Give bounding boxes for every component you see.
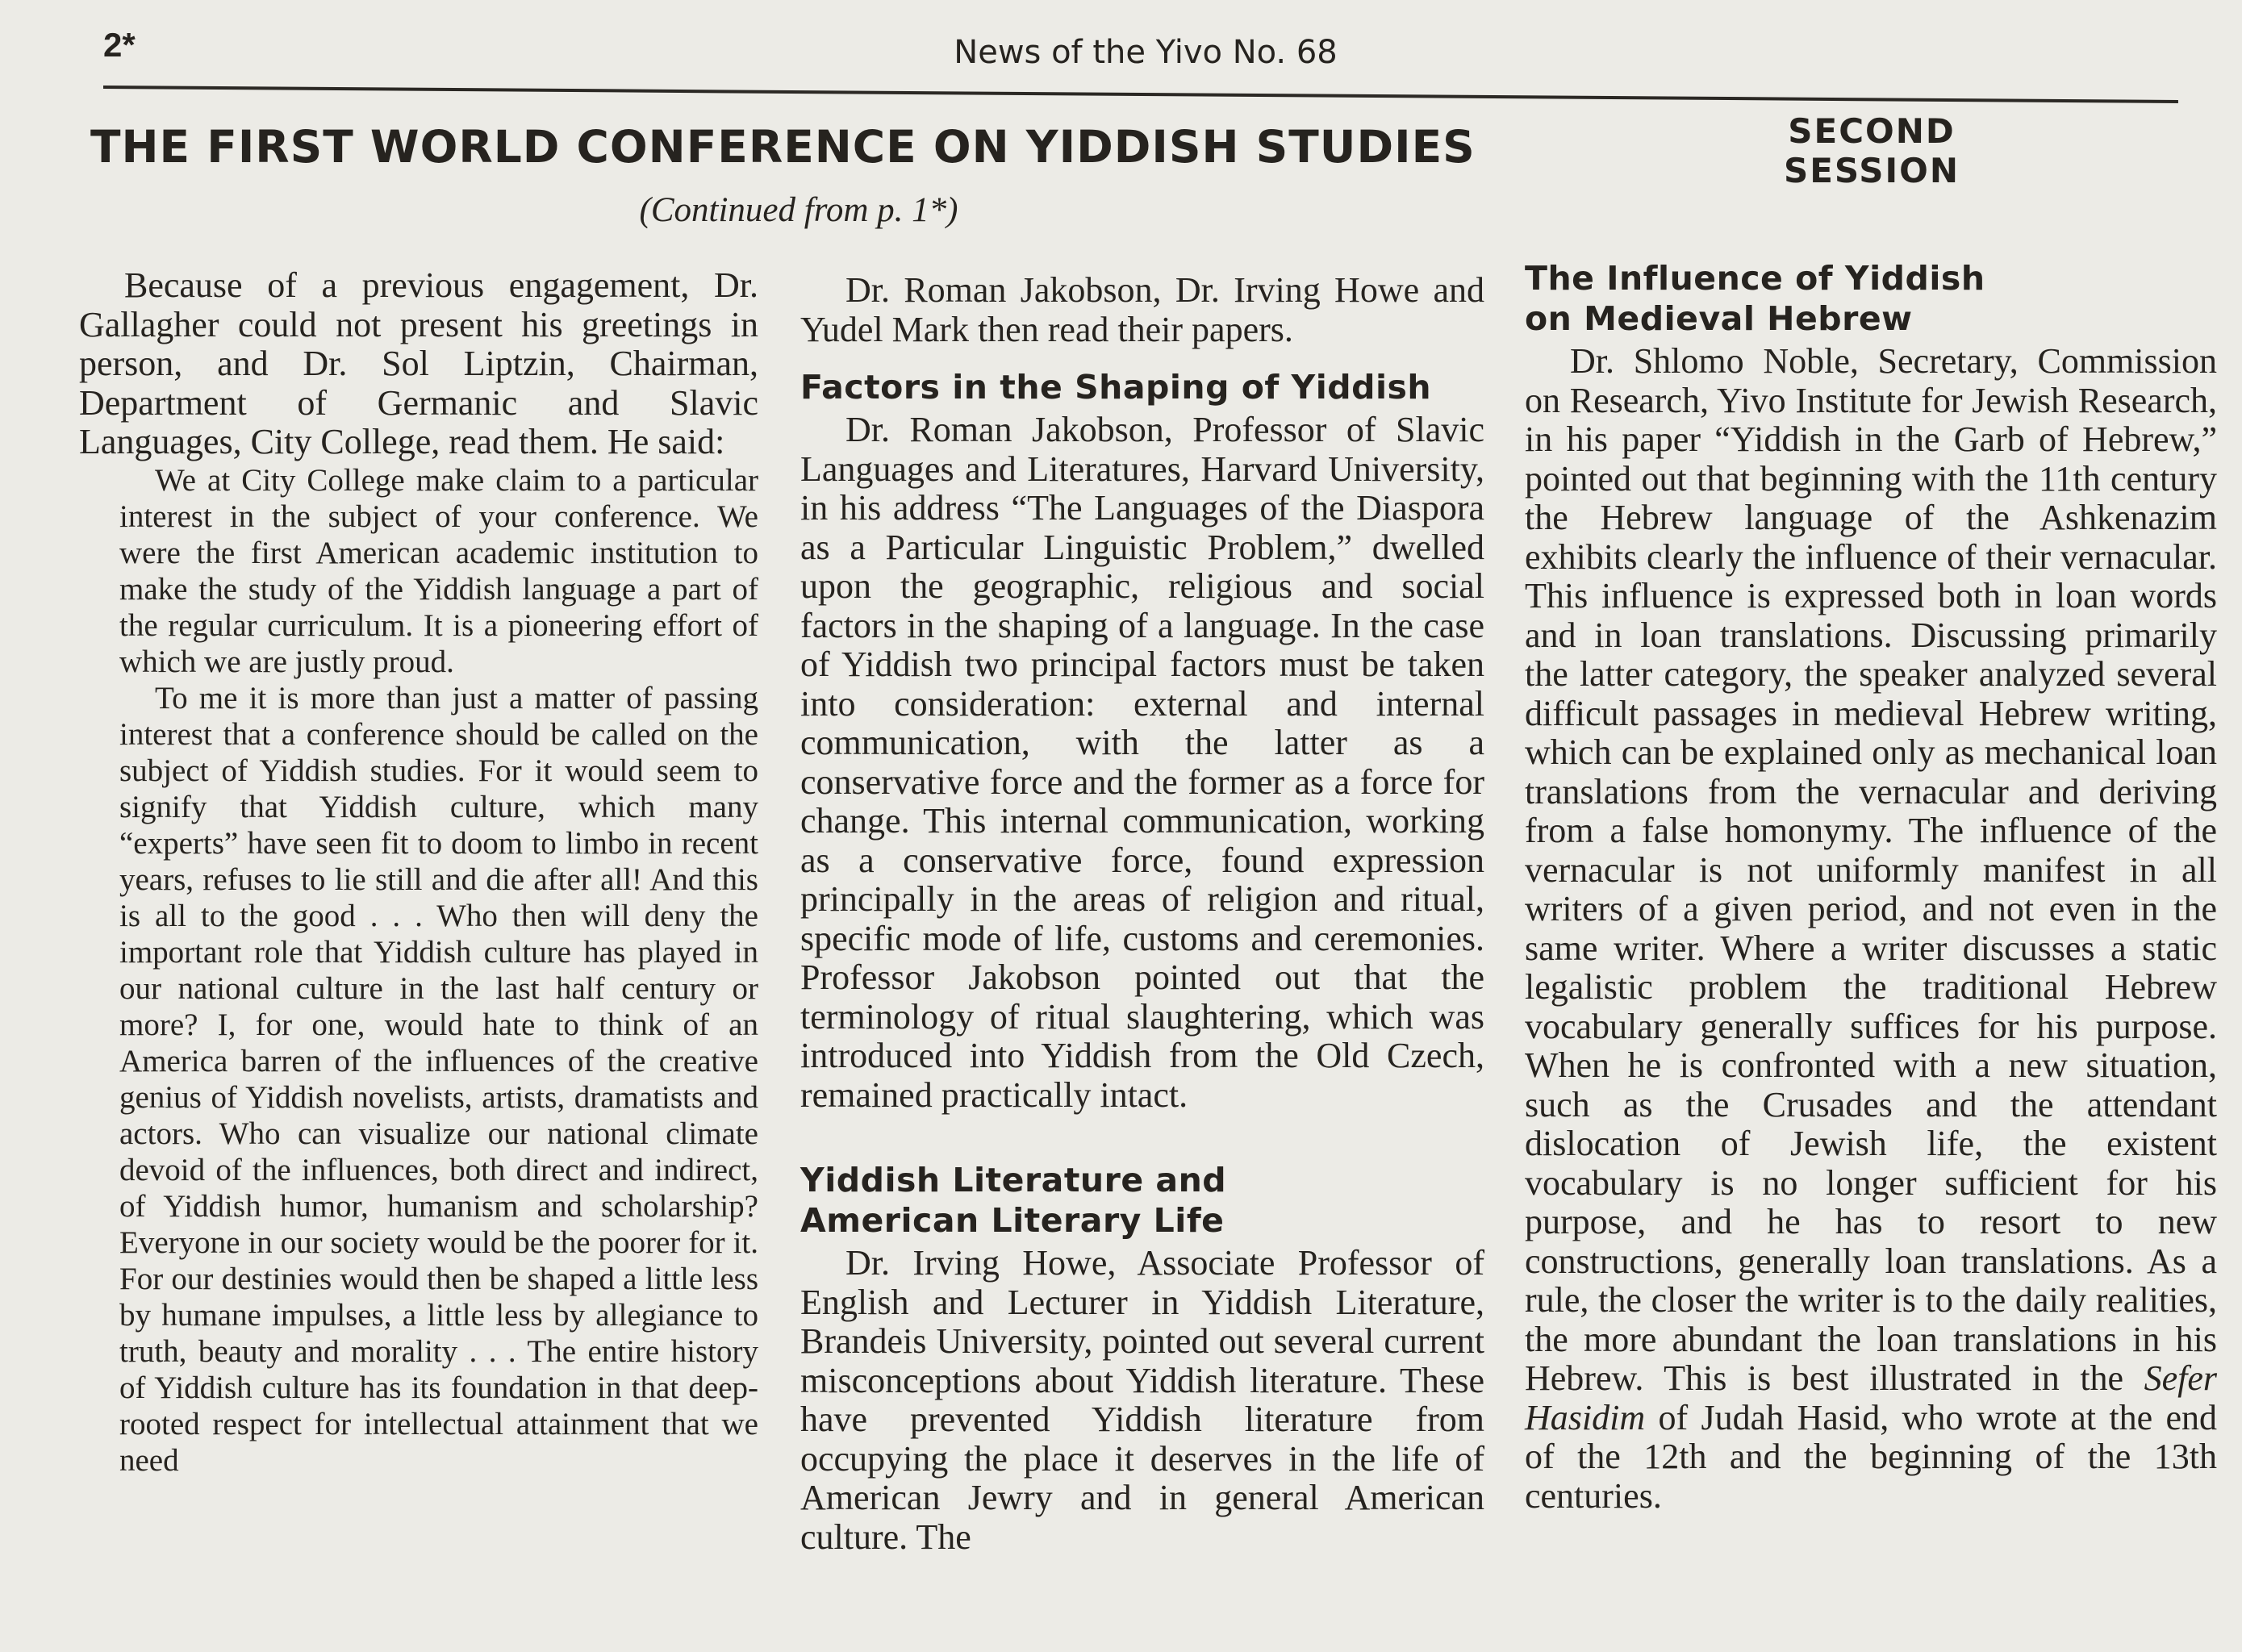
greeting-quote xyxy=(119,462,758,1479)
section-heading-literature xyxy=(800,1160,1484,1241)
body-text-start: Dr. Shlomo Noble, Secretary, Commission on Research, Yivo Institute for Jewish Research, in his paper “Yiddish in the Garb of Hebrew,” pointed out that beginning with the 11th century the Hebrew language of the Ashkenazim exhibits clearly the influence of their vernacular. This influence is expressed both in loan words and in loan translations. Discussing primarily the latter category, the speaker analyzed several difficult passages in medieval Hebrew writing, which can be explained only as mechanical loan translations from the vernacular and deriving from a false homonymy. The influence of the vernacular is not uniformly manifest in all writers of a given period, and not even in the same writer. Where a writer discusses a static legalistic problem the traditional Hebrew vocabulary generally suffices for his purpose. When he is confronted with a new situation, such as the Crusades and the attendant dislocation of Jewish life, the existent vocabulary is no longer sufficient for his purpose, and he has to resort to new constructions, generally loan translations. As a rule, the closer the writer is to the daily realities, the more abundant the loan translations in his Hebrew. This is best illustrated in the xyxy=(1525,341,2217,1398)
section-heading-hebrew-line1: The Influence of Yiddish xyxy=(1525,259,1985,298)
section-body-literature: Dr. Irving Howe, Associate Professor of English and Lecturer in Yiddish Literature, Brandeis University, pointed out several current misconceptions about Yiddish literature. These have prevented Yiddish literature from occupying the place it deserves in the life of American Jewry and in general American culture. The xyxy=(800,1243,1484,1557)
section-heading-literature-line2: American Literary Life xyxy=(800,1201,1225,1240)
article-title: THE FIRST WORLD CONFERENCE ON YIDDISH STUDIES xyxy=(90,121,1476,173)
session-heading: SECOND SESSION xyxy=(1783,111,1960,190)
page-number: 2* xyxy=(103,26,136,64)
section-heading-hebrew-line2: on Medieval Hebrew xyxy=(1525,299,1913,338)
running-head: News of the Yivo No. 68 xyxy=(954,34,1338,71)
header-rule xyxy=(103,86,2178,103)
section-heading-hebrew xyxy=(1525,258,2217,339)
continued-note: (Continued from p. 1*) xyxy=(639,191,958,229)
section-heading-shaping: Factors in the Shaping of Yiddish xyxy=(800,368,1432,407)
quote-paragraph-2: To me it is more than just a matter of passing interest that a conference should be called on the subject of Yiddish studies. For it would seem to signify that Yiddish culture, which many “experts” have seen fit to doom to limbo in recent years, refuses to lie still and die after all! And this is all to the good . . . Who then will deny the important role that Yiddish culture has played in our national culture in the last half century or more? I, for one, would hate to think of an America barren of the influences of the creative genius of Yiddish novelists, artists, dramatists and actors. Who can visualize our national climate devoid of the influences, both direct and indirect, of Yiddish humor, humanism and scholarship? Everyone in our society would be the poorer for it. For our destinies would then be shaped a little less by humane impulses, a little less by allegiance to truth, beauty and morality . . . The entire history of Yiddish culture has its foundation in that deep-rooted respect for intellectual attainment that we need xyxy=(119,680,758,1478)
intro-paragraph: Because of a previous engagement, Dr. Gallagher could not present his greetings in person, and Dr. Sol Liptzin, Chairman, Department of Germanic and Slavic Languages, City College, read them. He said: xyxy=(79,265,758,461)
book-title: Sefer Hasidim xyxy=(1525,1358,2217,1437)
column-1 xyxy=(79,266,758,1479)
column-2 xyxy=(800,271,1484,1557)
quote-paragraph-1: We at City College make claim to a particular interest in the subject of your conference. We were the first American academic institution to make the study of the Yiddish language a part of the regular curriculum. It is a pioneering effort of which we are justly proud. xyxy=(119,462,758,679)
section-gap xyxy=(800,1115,1484,1142)
column-3 xyxy=(1525,258,2217,1516)
section-heading-literature-line1: Yiddish Literature and xyxy=(800,1161,1227,1199)
opening-paragraph: Dr. Roman Jakobson, Dr. Irving Howe and Yudel Mark then read their papers. xyxy=(800,270,1484,349)
section-body-shaping: Dr. Roman Jakobson, Professor of Slavic Languages and Literatures, Harvard University, in his address “The Languages of the Diaspora as a Particular Linguistic Problem,” dwelled upon the geographic, religious and social factors in the shaping of a language. In the case of Yiddish two principal factors must be taken into consideration: external and internal communication, with the latter as a conservative force and the former as a force for change. This internal communication, working as a conservative force, found expression principally in the areas of religion and ritual, specific mode of life, customs and ceremonies. Professor Jakobson pointed out that the terminology of ritual slaughtering, which was introduced into Yiddish from the Old Czech, remained practically intact. xyxy=(800,410,1484,1115)
section-body-hebrew xyxy=(1525,342,2217,1516)
body-text-end: of Judah Hasid, who wrote at the end of the 12th and the beginning of the 13th centuries. xyxy=(1525,1397,2218,1516)
